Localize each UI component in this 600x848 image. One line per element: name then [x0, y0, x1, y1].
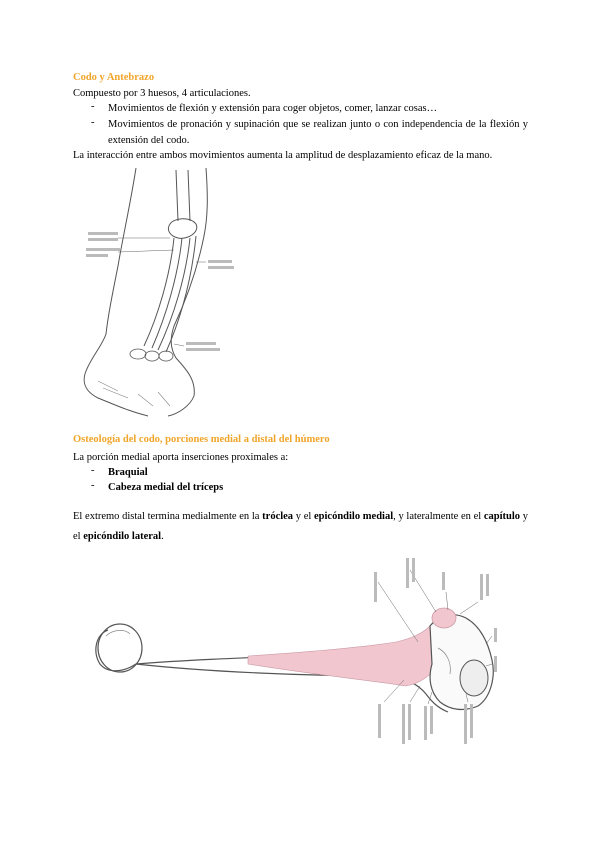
- term-epicondilo-medial: epicóndilo medial: [314, 511, 394, 522]
- bullet-item-2: Movimientos de pronación y supinación que se realizan junto o con independencia de la flexión y extensión del codo.: [108, 119, 528, 146]
- para-text: .: [161, 531, 164, 542]
- bullet-dash: -: [91, 480, 95, 491]
- bullet-item-1: Movimientos de flexión y extensión para coger objetos, comer, lanzar cosas…: [108, 103, 438, 114]
- para-text: , y lateralmente en el: [393, 511, 484, 522]
- section-heading-osteologia: Osteología del codo, porciones medial a distal del húmero: [73, 434, 330, 445]
- forearm-bones-illustration: [78, 166, 258, 418]
- bullet-cabeza-medial-triceps: Cabeza medial del tríceps: [108, 482, 224, 493]
- para-text: y el: [293, 511, 314, 522]
- intro-text: Compuesto por 3 huesos, 4 articulaciones.: [73, 88, 251, 99]
- humerus-illustration: [88, 552, 518, 762]
- medial-intro-text: La porción medial aporta inserciones proximales a:: [73, 452, 289, 463]
- section-heading-codo: Codo y Antebrazo: [73, 72, 155, 83]
- distal-humerus-paragraph: [73, 507, 528, 547]
- para-text: y el: [73, 511, 528, 542]
- note-text: La interacción entre ambos movimientos aumenta la amplitud de desplazamiento eficaz de la mano.: [73, 150, 493, 161]
- bullet-braquial: Braquial: [108, 467, 148, 478]
- bullet-dash: -: [91, 465, 95, 476]
- term-troclea: tróclea: [262, 511, 294, 522]
- para-text: El extremo distal termina medialmente en la: [73, 511, 263, 522]
- bullet-dash: -: [91, 101, 95, 112]
- term-epicondilo-lateral: epicóndilo lateral: [83, 531, 162, 542]
- bullet-dash: -: [91, 117, 95, 128]
- term-capitulo: capítulo: [483, 511, 521, 522]
